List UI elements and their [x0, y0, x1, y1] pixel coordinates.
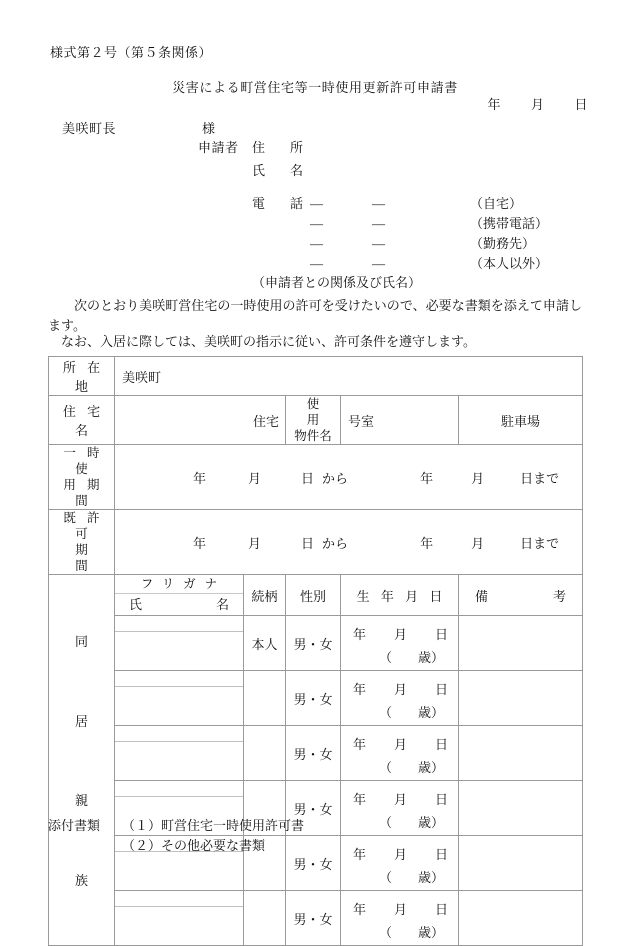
date-year-label: 年	[487, 97, 501, 112]
date-month-label: 月	[530, 97, 545, 112]
table-row-prev-period	[49, 510, 583, 575]
family-age-label: 歳）	[417, 760, 444, 775]
attachments-line-1	[48, 816, 304, 836]
family-header-remark	[459, 575, 583, 616]
family-name-field[interactable]	[115, 891, 244, 946]
family-remark-field[interactable]	[459, 726, 583, 781]
family-birth-day: 日	[435, 847, 449, 862]
family-age-label: 歳）	[417, 870, 444, 885]
telephone-row	[252, 213, 548, 233]
cohabiting-family-label	[49, 575, 115, 946]
family-birth-month: 月	[394, 737, 408, 752]
table-row-family-header	[49, 575, 583, 616]
family-relation-field[interactable]	[244, 671, 286, 726]
telephone-label: 電 話	[252, 196, 310, 211]
addressee-honorific: 様	[202, 121, 216, 136]
relation-note: （申請者との関係及び氏名）	[252, 275, 422, 290]
family-birth-day: 日	[435, 627, 449, 642]
family-name-field[interactable]	[115, 616, 244, 671]
telephone-kind-work: （勤務先）	[470, 236, 536, 251]
family-remark-field[interactable]	[459, 781, 583, 836]
cohabiting-family-char: 族	[74, 872, 88, 888]
telephone-dash-2: ―	[372, 256, 385, 271]
prev-period-start-year: 年	[193, 535, 207, 551]
family-table-row	[49, 726, 583, 781]
family-gender-field[interactable]: 男・女	[286, 836, 341, 891]
family-table-row	[49, 891, 583, 946]
family-birthdate-field[interactable]	[341, 616, 459, 671]
prev-period-end-year: 年	[420, 535, 434, 551]
family-gender-field[interactable]: 男・女	[286, 726, 341, 781]
family-header-name	[115, 575, 244, 616]
prev-period-field[interactable]	[115, 510, 583, 575]
family-header-name-left: 氏	[129, 597, 143, 612]
telephone-dash-1: ―	[310, 256, 323, 271]
property-name-label: 使 用 物件名	[286, 396, 341, 445]
family-age-label: 歳）	[417, 650, 444, 665]
family-birth-month: 月	[394, 627, 408, 642]
applicant-name-label: 氏 名	[252, 163, 310, 178]
family-header-name-right: 名	[215, 597, 229, 612]
attachment-item-2: （２）その他必要な書類	[122, 838, 266, 853]
addressee	[62, 118, 216, 137]
family-age-label: 歳）	[417, 705, 444, 720]
family-birth-year: 年	[353, 792, 367, 807]
applicant-label: 申請者	[198, 140, 239, 155]
family-birth-day: 日	[435, 792, 449, 807]
attachment-item-1: （１）町営住宅一時使用許可書	[122, 818, 305, 833]
family-age-label: 歳）	[417, 815, 444, 830]
room-number-label[interactable]: 号室	[341, 396, 459, 445]
family-remark-field[interactable]	[459, 891, 583, 946]
cohabiting-family-char: 親	[74, 793, 88, 809]
location-label: 所 在 地	[49, 357, 115, 396]
prev-period-label: 既 許 可 期 間	[49, 510, 115, 575]
family-birthdate-field[interactable]	[341, 836, 459, 891]
family-birth-year: 年	[353, 737, 367, 752]
family-relation-field[interactable]	[244, 726, 286, 781]
telephone-row	[252, 233, 548, 253]
family-table-row	[49, 671, 583, 726]
family-remark-field[interactable]	[459, 836, 583, 891]
temp-period-label: 一 時 使 用 期 間	[49, 445, 115, 510]
family-birth-month: 月	[394, 792, 408, 807]
temp-period-field[interactable]	[115, 445, 583, 510]
family-gender-field[interactable]: 男・女	[286, 781, 341, 836]
family-age-open: （	[378, 870, 392, 885]
family-header-relation: 続柄	[244, 575, 286, 616]
family-header-remark-right: 考	[553, 588, 567, 604]
family-header-gender: 性別	[286, 575, 341, 616]
family-header-birthdate: 生 年 月 日	[341, 575, 459, 616]
family-birthdate-field[interactable]	[341, 781, 459, 836]
table-row-location	[49, 357, 583, 396]
location-value: 美咲町	[115, 357, 583, 396]
temp-period-start-month: 月	[248, 470, 262, 486]
family-birth-year: 年	[353, 847, 367, 862]
applicant-address-label: 住 所	[252, 140, 310, 155]
table-row-temp-period	[49, 445, 583, 510]
family-age-open: （	[378, 705, 392, 720]
family-header-remark-left: 備	[475, 588, 489, 604]
applicant-address-row	[198, 137, 309, 156]
housing-name-field[interactable]: 住宅	[115, 396, 286, 445]
cohabiting-family-char: 同	[74, 634, 88, 650]
housing-name-label: 住 宅 名	[49, 396, 115, 445]
telephone-row	[252, 253, 548, 273]
family-birth-year: 年	[353, 902, 367, 917]
prev-period-end-month: 月	[471, 535, 485, 551]
family-birthdate-field[interactable]	[341, 671, 459, 726]
family-birth-day: 日	[435, 682, 449, 697]
telephone-dash-2: ―	[372, 216, 385, 231]
family-birthdate-field[interactable]	[341, 726, 459, 781]
family-relation-field[interactable]	[244, 891, 286, 946]
body-paragraph-1: 次のとおり美咲町営住宅の一時使用の許可を受けたいので、必要な書類を添えて申請します。	[48, 298, 582, 333]
family-gender-field[interactable]: 男・女	[286, 891, 341, 946]
family-birth-month: 月	[394, 847, 408, 862]
temp-period-start-year: 年	[193, 470, 207, 486]
date-day-label: 日	[574, 97, 588, 112]
family-birth-day: 日	[435, 902, 449, 917]
family-table-row	[49, 616, 583, 671]
family-age-open: （	[378, 760, 392, 775]
family-age-open: （	[378, 650, 392, 665]
family-remark-field[interactable]	[459, 616, 583, 671]
telephone-kind-mobile: （携帯電話）	[470, 216, 549, 231]
family-name-field[interactable]	[115, 671, 244, 726]
body-paragraph-2: なお、入居に際しては、美咲町の指示に従い、許可条件を遵守します。	[61, 334, 476, 349]
addressee-name: 美咲町長	[62, 121, 117, 136]
family-birth-day: 日	[435, 737, 449, 752]
family-name-field[interactable]	[115, 726, 244, 781]
telephone-kind-other: （本人以外）	[470, 256, 549, 271]
document-title: 災害による町営住宅等一時使用更新許可申請書	[172, 80, 458, 95]
telephone-dash-1: ―	[310, 196, 323, 211]
submission-date-line	[487, 94, 588, 113]
telephone-dash-1: ―	[310, 216, 323, 231]
telephone-dash-2: ―	[372, 236, 385, 251]
prev-period-start-month: 月	[248, 535, 262, 551]
telephone-row	[252, 193, 548, 213]
temp-period-start-day: 日	[301, 470, 315, 486]
table-row-housing	[49, 396, 583, 445]
prev-period-from: から	[322, 535, 349, 551]
telephone-dash-2: ―	[372, 196, 385, 211]
temp-period-end-month: 月	[471, 470, 485, 486]
family-birth-year: 年	[353, 627, 367, 642]
family-age-label: 歳）	[417, 925, 444, 940]
temp-period-from: から	[322, 470, 349, 486]
family-birth-month: 月	[394, 682, 408, 697]
family-age-open: （	[378, 925, 392, 940]
family-birthdate-field[interactable]	[341, 891, 459, 946]
family-relation-field[interactable]: 本人	[244, 616, 286, 671]
prev-period-start-day: 日	[301, 535, 315, 551]
telephone-dash-1: ―	[310, 236, 323, 251]
telephone-kind-home: （自宅）	[470, 196, 523, 211]
family-age-open: （	[378, 815, 392, 830]
telephone-block	[252, 193, 548, 273]
family-birth-year: 年	[353, 682, 367, 697]
temp-period-end-year: 年	[420, 470, 434, 486]
family-header-furigana: フリガナ	[115, 575, 243, 594]
parking-label[interactable]: 駐車場	[459, 396, 583, 445]
attachments-section	[48, 816, 304, 856]
application-table	[48, 356, 583, 946]
cohabiting-family-char: 居	[74, 713, 88, 729]
family-remark-field[interactable]	[459, 671, 583, 726]
temp-period-end-day: 日まで	[520, 470, 560, 486]
family-birth-month: 月	[394, 902, 408, 917]
form-number: 様式第２号（第５条関係）	[50, 45, 213, 60]
family-gender-field[interactable]: 男・女	[286, 671, 341, 726]
prev-period-end-day: 日まで	[520, 535, 560, 551]
attachments-label: 添付書類	[48, 818, 101, 833]
family-gender-field[interactable]: 男・女	[286, 616, 341, 671]
